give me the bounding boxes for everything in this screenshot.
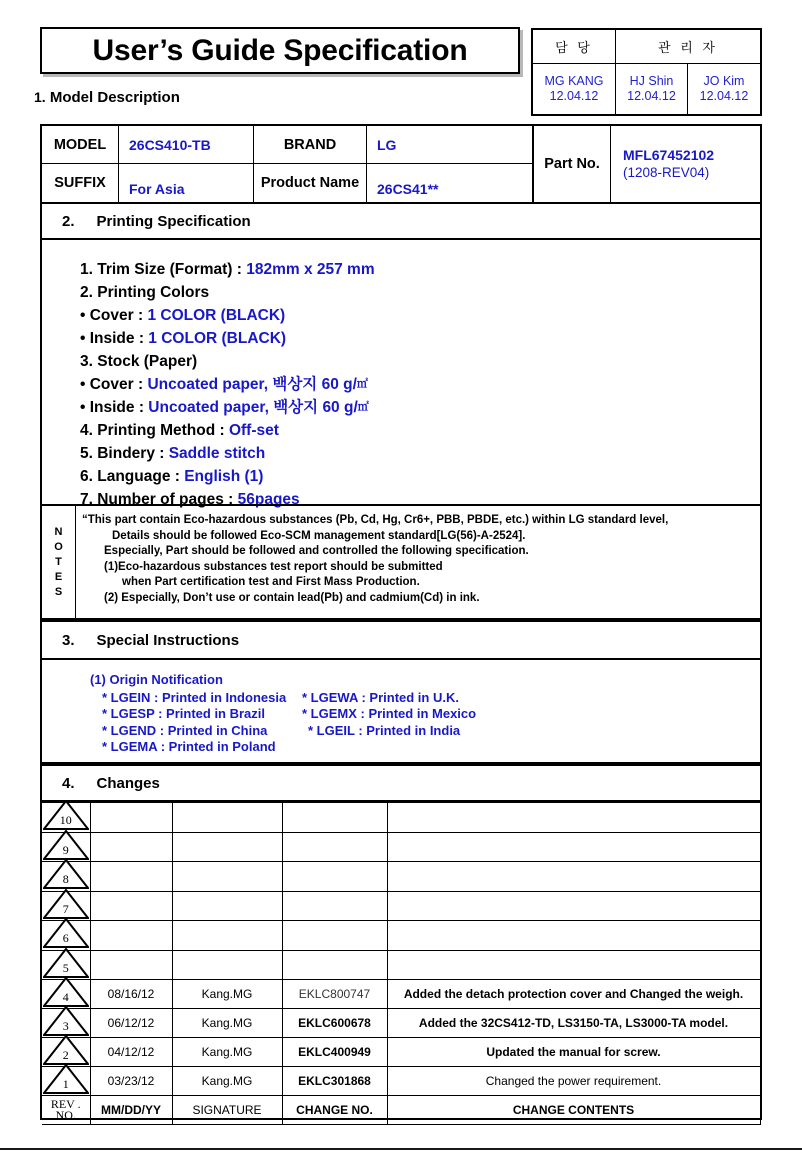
- approval-person-0: [533, 64, 616, 114]
- revision-triangle-icon: [43, 918, 89, 948]
- notes-line-1: Details should be followed Eco-SCM management standard[LG(56)-A-2524].: [112, 529, 526, 542]
- table-row: [42, 832, 760, 862]
- model-description-table: [42, 126, 760, 202]
- approval-header-row: [533, 30, 760, 64]
- approval-person-1-name: HJ Shin: [629, 74, 674, 88]
- revision-number: 10: [59, 813, 72, 827]
- section-1-number: 1.: [34, 89, 46, 105]
- change-contents-cell: [387, 891, 760, 921]
- revision-marker-cell: [42, 1067, 90, 1096]
- origin-list: [90, 690, 760, 756]
- approval-person-0-date: 12.04.12: [549, 89, 599, 103]
- origin-item-7: [302, 739, 760, 756]
- change-number-cell: [282, 950, 387, 980]
- spec-cover-color-label: • Cover :: [80, 307, 148, 324]
- approval-person-0-name: MG KANG: [544, 74, 604, 88]
- table-row: [42, 1067, 760, 1096]
- change-signature-cell: Kang.MG: [172, 1067, 282, 1096]
- origin-notification-title: (1) Origin Notification: [90, 672, 223, 687]
- change-date-cell: [90, 891, 172, 921]
- changes-table-footer-row: [42, 1096, 760, 1125]
- spec-pages-value: 56pages: [237, 491, 300, 508]
- origin-item-4: * LGEND : Printed in China: [102, 722, 268, 738]
- change-contents-cell: [387, 862, 760, 892]
- spec-trim-size-label: 1. Trim Size (Format) :: [80, 261, 247, 278]
- document-title-box: [40, 27, 520, 74]
- spec-cover-stock-label: • Cover :: [80, 376, 148, 393]
- special-instructions-frame: [40, 620, 762, 764]
- section-2-label: Printing Specification: [96, 212, 251, 230]
- notes-line-0: “This part contain Eco-hazardous substances (Pb, Cd, Hg, Cr6+, PBB, PBDE, etc.) within LG standard level,: [82, 514, 669, 526]
- part-no-revision: (1208-REV04): [623, 165, 710, 180]
- change-signature-cell: [172, 832, 282, 862]
- footer-contents-label: CHANGE CONTENTS: [387, 1096, 760, 1125]
- suffix-value: For Asia: [119, 164, 254, 202]
- spec-bindery: [80, 442, 760, 465]
- notes-line-3: (1)Eco-hazardous substances test report should be submitted: [104, 560, 443, 573]
- notes-label: [42, 506, 76, 618]
- spec-cover-stock-weight: 60 g/: [321, 376, 357, 393]
- footer-rev-line1: REV .: [50, 1097, 81, 1111]
- changes-table: [42, 802, 761, 1125]
- part-no-label: Part No.: [534, 126, 611, 202]
- revision-triangle-icon: [43, 1006, 89, 1036]
- notes-body: [76, 506, 760, 618]
- model-value: 26CS410-TB: [119, 126, 254, 163]
- spec-stock-label: 3. Stock (Paper): [80, 353, 198, 370]
- revision-triangle-icon: [43, 889, 89, 919]
- approval-header-charge: 담 당: [533, 30, 616, 63]
- model-row: [42, 126, 534, 164]
- revision-marker-cell: [42, 862, 90, 892]
- spec-inside-stock-unit: ㎡: [357, 401, 369, 413]
- change-contents-cell: Added the detach protection cover and Changed the weigh.: [387, 980, 760, 1009]
- approval-people-row: [533, 64, 760, 114]
- change-date-cell: 03/23/12: [90, 1067, 172, 1096]
- page-bottom-rule: [0, 1148, 802, 1150]
- revision-marker-cell: [42, 950, 90, 980]
- spec-bindery-value: Saddle stitch: [168, 445, 266, 462]
- section-4-heading: [42, 766, 760, 802]
- approval-person-1-date: 12.04.12: [627, 89, 676, 103]
- change-number-cell: EKLC800747: [282, 980, 387, 1009]
- model-label: MODEL: [42, 126, 119, 163]
- table-row: [42, 1009, 760, 1038]
- spec-cover-stock-value: Uncoated paper: [147, 376, 264, 393]
- revision-marker-cell: [42, 980, 90, 1009]
- notes-line-5: (2) Especially, Don’t use or contain lead(Pb) and cadmium(Cd) in ink.: [104, 591, 480, 604]
- change-number-cell: [282, 862, 387, 892]
- spec-inside-stock: • Inside : Uncoated paper, 백상지 60 g/㎡: [80, 399, 369, 416]
- change-contents-cell: [387, 803, 760, 833]
- change-date-cell: [90, 832, 172, 862]
- change-date-cell: [90, 803, 172, 833]
- approval-person-1: [616, 64, 688, 114]
- origin-item-5: * LGEIL : Printed in India: [308, 722, 461, 738]
- spec-inside-stock-label: • Inside :: [80, 399, 149, 416]
- change-signature-cell: [172, 950, 282, 980]
- spec-language: [80, 465, 760, 488]
- revision-triangle-icon: [43, 1035, 89, 1065]
- revision-number: 5: [62, 960, 69, 975]
- section-3-label: Special Instructions: [96, 631, 240, 649]
- table-row: [42, 891, 760, 921]
- revision-number: 4: [62, 990, 69, 1004]
- change-signature-cell: Kang.MG: [172, 980, 282, 1009]
- section-3-heading: [42, 622, 760, 660]
- change-contents-cell: [387, 950, 760, 980]
- revision-marker-cell: [42, 832, 90, 862]
- notes-block: [42, 504, 760, 618]
- spec-trim-size-value: 182mm x 257 mm: [246, 261, 375, 278]
- change-date-cell: [90, 950, 172, 980]
- spec-cover-stock-unit: ㎡: [356, 378, 368, 390]
- table-row: [42, 950, 760, 980]
- model-description-left: [42, 126, 534, 202]
- spec-inside-color-label: • Inside :: [80, 330, 149, 347]
- spec-printing-colors-label: 2. Printing Colors: [80, 284, 210, 301]
- spec-inside-stock-value: Uncoated paper: [148, 399, 265, 416]
- change-contents-cell: Updated the manual for screw.: [387, 1038, 760, 1067]
- footer-revision-label: [42, 1096, 90, 1125]
- specification-frame: [40, 124, 762, 620]
- origin-item-2: * LGESP : Printed in Brazil: [102, 706, 266, 721]
- revision-triangle-icon: [43, 948, 89, 978]
- change-signature-cell: Kang.MG: [172, 1038, 282, 1067]
- change-signature-cell: [172, 803, 282, 833]
- revision-number: 7: [62, 901, 69, 916]
- table-row: [42, 921, 760, 951]
- revision-marker-cell: [42, 921, 90, 951]
- part-no-value: MFL67452102: [623, 147, 715, 163]
- table-row: [42, 980, 760, 1009]
- change-number-cell: EKLC301868: [282, 1067, 387, 1096]
- change-number-cell: [282, 803, 387, 833]
- table-row: [42, 862, 760, 892]
- change-date-cell: 06/12/12: [90, 1009, 172, 1038]
- change-contents-cell: Added the 32CS412-TD, LS3150-TA, LS3000-TA model.: [387, 1009, 760, 1038]
- change-date-cell: [90, 862, 172, 892]
- revision-number: 2: [62, 1048, 69, 1062]
- revision-marker-cell: [42, 891, 90, 921]
- revision-number: 1: [62, 1077, 69, 1091]
- footer-rev-line2: NO.: [55, 1108, 76, 1122]
- change-date-cell: 08/16/12: [90, 980, 172, 1009]
- revision-triangle-icon: [43, 830, 89, 860]
- approval-person-2: [688, 64, 760, 114]
- spec-inside-stock-kr: 백상지: [273, 399, 319, 416]
- section-4-number: 4.: [62, 774, 75, 792]
- table-row: [42, 803, 760, 833]
- changes-frame: [40, 764, 762, 1120]
- approval-person-2-name: JO Kim: [703, 74, 745, 88]
- section-4-label: Changes: [96, 774, 160, 792]
- notes-letter-1: O: [54, 540, 63, 553]
- revision-triangle-icon: [43, 1064, 89, 1094]
- revision-triangle-icon: [43, 800, 89, 830]
- revision-marker-cell: [42, 1009, 90, 1038]
- revision-number: 6: [62, 931, 69, 945]
- product-name-label: Product Name: [254, 164, 367, 202]
- spec-language-value: English (1): [184, 468, 264, 485]
- change-number-cell: [282, 921, 387, 951]
- revision-triangle-icon: [43, 859, 89, 889]
- special-instructions-body: [42, 660, 760, 762]
- approval-table: [531, 28, 762, 116]
- product-name-value: 26CS41**: [367, 164, 534, 202]
- part-no-value-cell: [611, 126, 760, 202]
- suffix-row: [42, 164, 534, 202]
- approval-header-manager: 관 리 자: [658, 40, 718, 55]
- change-number-cell: EKLC400949: [282, 1038, 387, 1067]
- spec-cover-color: [80, 304, 760, 327]
- origin-item-1: * LGEWA : Printed in U.K.: [302, 689, 459, 705]
- change-number-cell: EKLC600678: [282, 1009, 387, 1038]
- change-signature-cell: [172, 862, 282, 892]
- spec-language-label: 6. Language :: [80, 468, 185, 485]
- change-date-cell: [90, 921, 172, 951]
- changes-table-body: [42, 803, 760, 1125]
- spec-trim-size: [80, 258, 760, 281]
- change-contents-cell: Changed the power requirement.: [387, 1067, 760, 1096]
- spec-printing-method-value: Off-set: [228, 422, 279, 439]
- section-2-heading: [42, 202, 760, 240]
- notes-line-4: when Part certification test and First Mass Production.: [122, 576, 420, 588]
- suffix-label: SUFFIX: [42, 164, 119, 202]
- page-title: User’s Guide Specification: [92, 33, 468, 67]
- notes-letter-3: E: [54, 570, 63, 583]
- section-2-number: 2.: [62, 212, 75, 230]
- spec-inside-stock-weight: 60 g/: [322, 399, 358, 416]
- footer-change-no-label: CHANGE NO.: [282, 1096, 387, 1125]
- footer-signature-label: SIGNATURE: [172, 1096, 282, 1125]
- revision-number: 9: [62, 842, 69, 857]
- spec-cover-color-value: 1 COLOR (BLACK): [147, 307, 286, 324]
- revision-number: 8: [62, 872, 69, 886]
- change-number-cell: [282, 832, 387, 862]
- revision-marker-cell: [42, 1038, 90, 1067]
- change-number-cell: [282, 891, 387, 921]
- approval-person-2-date: 12.04.12: [699, 89, 749, 103]
- spec-inside-color: [80, 327, 760, 350]
- section-1-heading: [34, 89, 180, 106]
- brand-value: LG: [367, 126, 534, 163]
- spec-bindery-label: 5. Bindery :: [80, 445, 169, 462]
- brand-label: BRAND: [254, 126, 367, 163]
- notes-letter-4: S: [54, 585, 63, 598]
- change-date-cell: 04/12/12: [90, 1038, 172, 1067]
- change-contents-cell: [387, 832, 760, 862]
- revision-triangle-icon: [43, 977, 89, 1007]
- spec-inside-color-value: 1 COLOR (BLACK): [148, 330, 287, 347]
- revision-marker-cell: [42, 803, 90, 833]
- spec-cover-stock: • Cover : Uncoated paper, 백상지 60 g/㎡: [80, 376, 368, 393]
- change-signature-cell: [172, 891, 282, 921]
- spec-printing-method-label: 4. Printing Method :: [80, 422, 229, 439]
- origin-item-3: * LGEMX : Printed in Mexico: [302, 706, 477, 721]
- revision-number: 3: [62, 1019, 69, 1033]
- table-row: [42, 1038, 760, 1067]
- change-signature-cell: [172, 921, 282, 951]
- spec-pages-label: 7. Number of pages :: [80, 491, 238, 508]
- origin-item-6: * LGEMA : Printed in Poland: [102, 739, 276, 754]
- section-1-label: Model Description: [49, 89, 180, 106]
- spec-cover-stock-kr: 백상지: [272, 376, 318, 393]
- notes-line-2: Especially, Part should be followed and controlled the following specification.: [104, 545, 529, 557]
- notes-letter-0: N: [54, 525, 63, 538]
- change-contents-cell: [387, 921, 760, 951]
- origin-item-0: * LGEIN : Printed in Indonesia: [102, 689, 287, 705]
- spec-printing-method: [80, 419, 760, 442]
- section-3-number: 3.: [62, 631, 75, 649]
- notes-letter-2: T: [55, 555, 62, 568]
- footer-date-label: MM/DD/YY: [90, 1096, 172, 1125]
- printing-specification-body: [42, 240, 760, 508]
- change-signature-cell: Kang.MG: [172, 1009, 282, 1038]
